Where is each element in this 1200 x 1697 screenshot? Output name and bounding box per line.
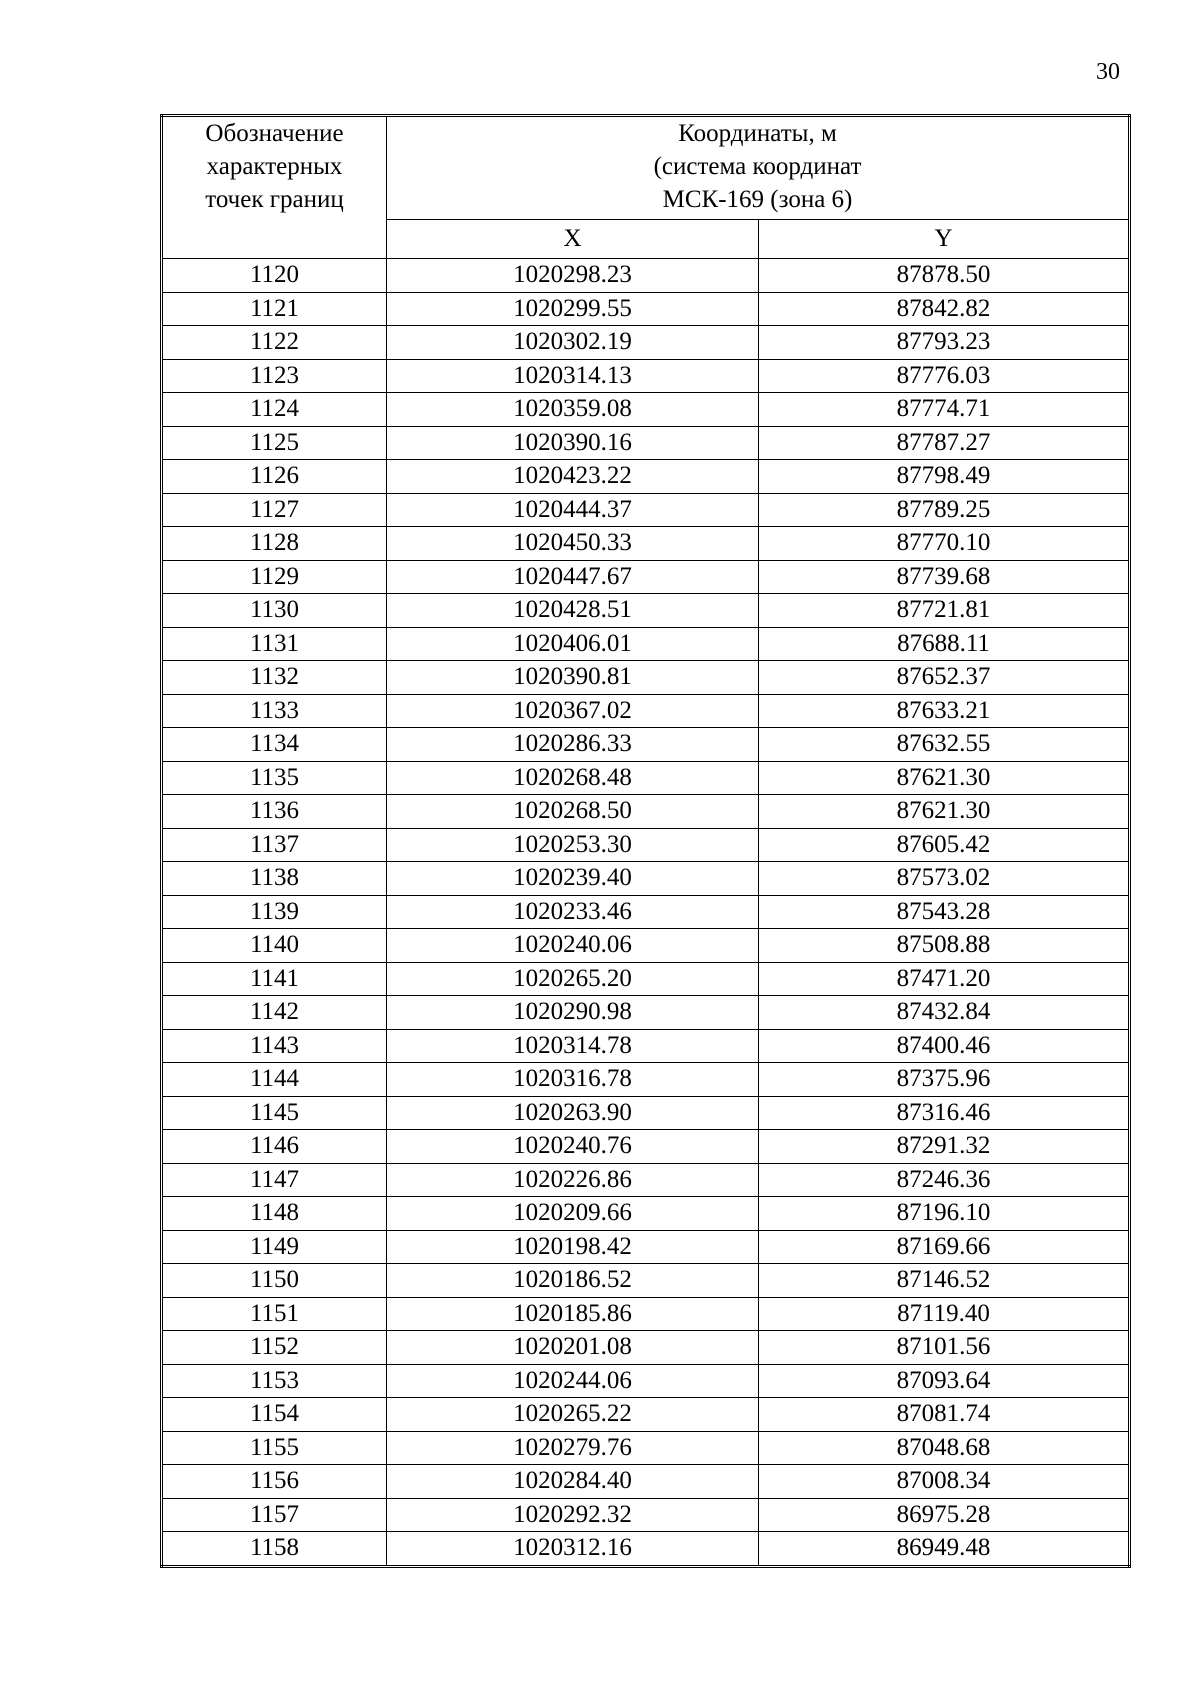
y-coordinate-cell: 86975.28 bbox=[759, 1498, 1130, 1532]
table-row bbox=[162, 493, 1130, 527]
y-coordinate-cell: 87770.10 bbox=[759, 527, 1130, 561]
y-coordinate-cell: 87721.81 bbox=[759, 594, 1130, 628]
point-id-cell: 1135 bbox=[162, 761, 387, 795]
table-row bbox=[162, 1163, 1130, 1197]
table-row bbox=[162, 1264, 1130, 1298]
point-id-cell: 1123 bbox=[162, 359, 387, 393]
point-id-cell: 1120 bbox=[162, 259, 387, 293]
table-row bbox=[162, 1130, 1130, 1164]
table-row bbox=[162, 1498, 1130, 1532]
y-coordinate-cell: 87652.37 bbox=[759, 661, 1130, 695]
table-row bbox=[162, 594, 1130, 628]
x-coordinate-cell: 1020244.06 bbox=[387, 1364, 759, 1398]
point-id-cell: 1138 bbox=[162, 862, 387, 896]
x-coordinate-cell: 1020292.32 bbox=[387, 1498, 759, 1532]
table-row bbox=[162, 761, 1130, 795]
x-coordinate-cell: 1020314.78 bbox=[387, 1029, 759, 1063]
point-id-cell: 1143 bbox=[162, 1029, 387, 1063]
y-coordinate-cell: 87787.27 bbox=[759, 426, 1130, 460]
table-row bbox=[162, 694, 1130, 728]
points-header bbox=[162, 116, 387, 259]
coordinates-header-line: Координаты, м bbox=[678, 120, 837, 147]
point-id-cell: 1128 bbox=[162, 527, 387, 561]
x-column-header: X bbox=[387, 220, 759, 259]
y-coordinate-cell: 87291.32 bbox=[759, 1130, 1130, 1164]
table-row bbox=[162, 895, 1130, 929]
point-id-cell: 1132 bbox=[162, 661, 387, 695]
x-coordinate-cell: 1020253.30 bbox=[387, 828, 759, 862]
x-coordinate-cell: 1020428.51 bbox=[387, 594, 759, 628]
table-row bbox=[162, 1532, 1130, 1567]
table-row bbox=[162, 962, 1130, 996]
y-coordinate-cell: 87633.21 bbox=[759, 694, 1130, 728]
y-coordinate-cell: 87605.42 bbox=[759, 828, 1130, 862]
y-coordinate-cell: 86949.48 bbox=[759, 1532, 1130, 1567]
table-row bbox=[162, 1297, 1130, 1331]
point-id-cell: 1139 bbox=[162, 895, 387, 929]
point-id-cell: 1137 bbox=[162, 828, 387, 862]
y-coordinate-cell: 87688.11 bbox=[759, 627, 1130, 661]
point-id-cell: 1147 bbox=[162, 1163, 387, 1197]
x-coordinate-cell: 1020186.52 bbox=[387, 1264, 759, 1298]
x-coordinate-cell: 1020444.37 bbox=[387, 493, 759, 527]
y-coordinate-cell: 87101.56 bbox=[759, 1331, 1130, 1365]
x-coordinate-cell: 1020299.55 bbox=[387, 292, 759, 326]
point-id-cell: 1150 bbox=[162, 1264, 387, 1298]
x-coordinate-cell: 1020279.76 bbox=[387, 1431, 759, 1465]
table-row bbox=[162, 1096, 1130, 1130]
x-coordinate-cell: 1020198.42 bbox=[387, 1230, 759, 1264]
x-coordinate-cell: 1020447.67 bbox=[387, 560, 759, 594]
point-id-cell: 1144 bbox=[162, 1063, 387, 1097]
table-row bbox=[162, 426, 1130, 460]
point-id-cell: 1148 bbox=[162, 1197, 387, 1231]
point-id-cell: 1152 bbox=[162, 1331, 387, 1365]
y-coordinate-cell: 87621.30 bbox=[759, 795, 1130, 829]
y-coordinate-cell: 87119.40 bbox=[759, 1297, 1130, 1331]
points-header-line: Обозначение bbox=[205, 120, 344, 147]
coordinates-header-line: МСК-169 (зона 6) bbox=[662, 186, 853, 213]
table-row bbox=[162, 627, 1130, 661]
point-id-cell: 1145 bbox=[162, 1096, 387, 1130]
y-coordinate-cell: 87146.52 bbox=[759, 1264, 1130, 1298]
y-coordinate-cell: 87081.74 bbox=[759, 1398, 1130, 1432]
point-id-cell: 1131 bbox=[162, 627, 387, 661]
y-coordinate-cell: 87196.10 bbox=[759, 1197, 1130, 1231]
point-id-cell: 1129 bbox=[162, 560, 387, 594]
table-row bbox=[162, 560, 1130, 594]
x-coordinate-cell: 1020450.33 bbox=[387, 527, 759, 561]
y-coordinate-cell: 87621.30 bbox=[759, 761, 1130, 795]
table-row bbox=[162, 259, 1130, 293]
table-row bbox=[162, 1197, 1130, 1231]
x-coordinate-cell: 1020185.86 bbox=[387, 1297, 759, 1331]
table-row bbox=[162, 1331, 1130, 1365]
table-row bbox=[162, 326, 1130, 360]
x-coordinate-cell: 1020240.06 bbox=[387, 929, 759, 963]
y-coordinate-cell: 87008.34 bbox=[759, 1465, 1130, 1499]
x-coordinate-cell: 1020298.23 bbox=[387, 259, 759, 293]
table-row bbox=[162, 1398, 1130, 1432]
x-coordinate-cell: 1020239.40 bbox=[387, 862, 759, 896]
point-id-cell: 1133 bbox=[162, 694, 387, 728]
point-id-cell: 1121 bbox=[162, 292, 387, 326]
x-coordinate-cell: 1020265.22 bbox=[387, 1398, 759, 1432]
x-coordinate-cell: 1020240.76 bbox=[387, 1130, 759, 1164]
x-coordinate-cell: 1020201.08 bbox=[387, 1331, 759, 1365]
x-coordinate-cell: 1020423.22 bbox=[387, 460, 759, 494]
x-coordinate-cell: 1020367.02 bbox=[387, 694, 759, 728]
y-coordinate-cell: 87793.23 bbox=[759, 326, 1130, 360]
y-coordinate-cell: 87774.71 bbox=[759, 393, 1130, 427]
x-coordinate-cell: 1020406.01 bbox=[387, 627, 759, 661]
x-coordinate-cell: 1020268.50 bbox=[387, 795, 759, 829]
point-id-cell: 1153 bbox=[162, 1364, 387, 1398]
table-row bbox=[162, 828, 1130, 862]
point-id-cell: 1154 bbox=[162, 1398, 387, 1432]
y-coordinate-cell: 87246.36 bbox=[759, 1163, 1130, 1197]
points-header-line: характерных bbox=[206, 153, 343, 180]
x-coordinate-cell: 1020290.98 bbox=[387, 996, 759, 1030]
point-id-cell: 1130 bbox=[162, 594, 387, 628]
y-column-header: Y bbox=[759, 220, 1130, 259]
point-id-cell: 1125 bbox=[162, 426, 387, 460]
point-id-cell: 1122 bbox=[162, 326, 387, 360]
y-coordinate-cell: 87789.25 bbox=[759, 493, 1130, 527]
point-id-cell: 1155 bbox=[162, 1431, 387, 1465]
y-coordinate-cell: 87842.82 bbox=[759, 292, 1130, 326]
x-coordinate-cell: 1020284.40 bbox=[387, 1465, 759, 1499]
point-id-cell: 1134 bbox=[162, 728, 387, 762]
table-row bbox=[162, 1465, 1130, 1499]
table-row bbox=[162, 728, 1130, 762]
x-coordinate-cell: 1020268.48 bbox=[387, 761, 759, 795]
table-row bbox=[162, 460, 1130, 494]
y-coordinate-cell: 87508.88 bbox=[759, 929, 1130, 963]
point-id-cell: 1157 bbox=[162, 1498, 387, 1532]
table-row bbox=[162, 1230, 1130, 1264]
point-id-cell: 1127 bbox=[162, 493, 387, 527]
y-coordinate-cell: 87432.84 bbox=[759, 996, 1130, 1030]
x-coordinate-cell: 1020286.33 bbox=[387, 728, 759, 762]
table-row bbox=[162, 292, 1130, 326]
table-row bbox=[162, 1063, 1130, 1097]
point-id-cell: 1151 bbox=[162, 1297, 387, 1331]
y-coordinate-cell: 87878.50 bbox=[759, 259, 1130, 293]
table-row bbox=[162, 996, 1130, 1030]
coordinates-header-line: (система координат bbox=[653, 153, 862, 180]
y-coordinate-cell: 87573.02 bbox=[759, 862, 1130, 896]
table-row bbox=[162, 527, 1130, 561]
point-id-cell: 1142 bbox=[162, 996, 387, 1030]
x-coordinate-cell: 1020263.90 bbox=[387, 1096, 759, 1130]
x-coordinate-cell: 1020302.19 bbox=[387, 326, 759, 360]
coordinates-header bbox=[387, 116, 1130, 220]
y-coordinate-cell: 87169.66 bbox=[759, 1230, 1130, 1264]
x-coordinate-cell: 1020233.46 bbox=[387, 895, 759, 929]
y-coordinate-cell: 87776.03 bbox=[759, 359, 1130, 393]
y-coordinate-cell: 87093.64 bbox=[759, 1364, 1130, 1398]
table-row bbox=[162, 1364, 1130, 1398]
point-id-cell: 1126 bbox=[162, 460, 387, 494]
table-row bbox=[162, 661, 1130, 695]
y-coordinate-cell: 87739.68 bbox=[759, 560, 1130, 594]
x-coordinate-cell: 1020390.16 bbox=[387, 426, 759, 460]
y-coordinate-cell: 87471.20 bbox=[759, 962, 1130, 996]
y-coordinate-cell: 87543.28 bbox=[759, 895, 1130, 929]
point-id-cell: 1136 bbox=[162, 795, 387, 829]
table-row bbox=[162, 1431, 1130, 1465]
x-coordinate-cell: 1020359.08 bbox=[387, 393, 759, 427]
x-coordinate-cell: 1020226.86 bbox=[387, 1163, 759, 1197]
points-header-line: точек границ bbox=[205, 186, 344, 213]
point-id-cell: 1149 bbox=[162, 1230, 387, 1264]
table-row bbox=[162, 393, 1130, 427]
y-coordinate-cell: 87400.46 bbox=[759, 1029, 1130, 1063]
y-coordinate-cell: 87375.96 bbox=[759, 1063, 1130, 1097]
table-row bbox=[162, 929, 1130, 963]
table-row bbox=[162, 359, 1130, 393]
x-coordinate-cell: 1020209.66 bbox=[387, 1197, 759, 1231]
y-coordinate-cell: 87632.55 bbox=[759, 728, 1130, 762]
point-id-cell: 1140 bbox=[162, 929, 387, 963]
x-coordinate-cell: 1020312.16 bbox=[387, 1532, 759, 1567]
table-row bbox=[162, 795, 1130, 829]
table-row bbox=[162, 1029, 1130, 1063]
point-id-cell: 1141 bbox=[162, 962, 387, 996]
page-number: 30 bbox=[1096, 59, 1120, 85]
x-coordinate-cell: 1020314.13 bbox=[387, 359, 759, 393]
x-coordinate-cell: 1020265.20 bbox=[387, 962, 759, 996]
y-coordinate-cell: 87048.68 bbox=[759, 1431, 1130, 1465]
point-id-cell: 1124 bbox=[162, 393, 387, 427]
y-coordinate-cell: 87316.46 bbox=[759, 1096, 1130, 1130]
point-id-cell: 1146 bbox=[162, 1130, 387, 1164]
x-coordinate-cell: 1020316.78 bbox=[387, 1063, 759, 1097]
coordinates-table bbox=[160, 114, 1131, 1568]
point-id-cell: 1158 bbox=[162, 1532, 387, 1567]
x-coordinate-cell: 1020390.81 bbox=[387, 661, 759, 695]
table-row bbox=[162, 862, 1130, 896]
y-coordinate-cell: 87798.49 bbox=[759, 460, 1130, 494]
point-id-cell: 1156 bbox=[162, 1465, 387, 1499]
